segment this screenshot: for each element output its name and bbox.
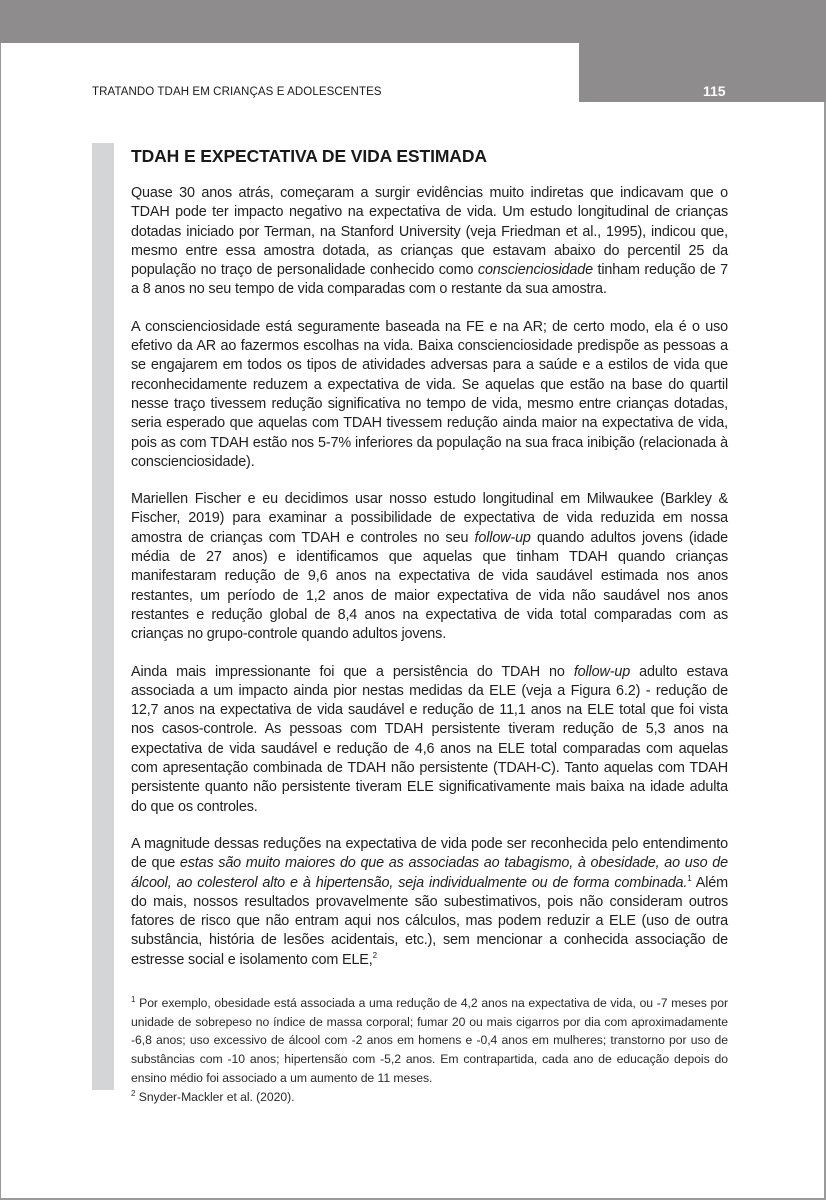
paragraph-3-text-a: Mariellen Fischer e eu decidimos usar nosso estudo longitudinal em Milwaukee (Barkley & Fischer, 2019) para examinar a possibilidade de expectativa de vida reduzida em nossa amostra de crianças com TDAH e controles no seu bbox=[131, 491, 728, 546]
page-number: 115 bbox=[703, 83, 726, 99]
section-content bbox=[131, 146, 728, 1106]
paragraph-4 bbox=[131, 663, 728, 817]
footnote-ref-1[interactable]: 1 bbox=[687, 873, 692, 883]
footnote-ref-2[interactable]: 2 bbox=[372, 950, 377, 960]
footnote-2 bbox=[131, 1088, 728, 1107]
footnotes bbox=[131, 994, 728, 1106]
footnote-1-text: Por exemplo, obesidade está associada a uma redução de 4,2 anos na expectativa de vida, ou -7 meses por unidade de sobrepeso no índice de massa corporal; fumar 20 ou mais cigarros por dia com aproximadamente -6,8 anos; uso excessivo de álcool com -2 anos em homens e -0,4 anos em mulheres; transtorno por uso de substâncias com -10 anos; hipertensão com -5,2 anos. Em contrapartida, cada ano de educação depois do ensino médio foi associado a um aumento de 11 meses. bbox=[131, 995, 728, 1085]
section-title: TDAH E EXPECTATIVA DE VIDA ESTIMADA bbox=[131, 146, 487, 166]
paragraph-3-text-b: quando adultos jovens (idade média de 27 anos) e identificamos que aquelas que tinham TDAH quando crianças manifestaram redução de 9,6 anos na expectativa de vida saudável estimada nos anos restantes, um período de 1,2 anos de maior expectativa de vida não saudável nos anos restantes e redução global de 8,4 anos na expectativa de vida total comparadas com as crianças no grupo-controle quando adultos jovens. bbox=[131, 529, 728, 643]
paragraph-5-text-a: A magnitude dessas reduções na expectativa de vida pode ser reconhecida pelo entendimento de que bbox=[131, 835, 728, 872]
paragraph-4-text-b: adulto estava associada a um impacto ainda pior nestas medidas da ELE (veja a Figura 6.2) - redução de 12,7 anos na expectativa de vida saudável e redução de 11,1 anos na ELE total que foi vista nos casos-controle. As pessoas com TDAH persistente tiveram redução de 5,3 anos na expectativa de vida saudável e redução de 4,6 anos na ELE total comparadas com aquelas com apresentação combinada de TDAH não persistente (TDAH-C). Tanto aquelas com TDAH persistente quanto não persistente tiveram ELE significativamente mais baixa na idade adulta do que os controles. bbox=[131, 663, 728, 815]
paragraph-4-text-a: Ainda mais impressionante foi que a persistência do TDAH no bbox=[131, 663, 574, 680]
paragraph-1 bbox=[131, 184, 728, 300]
paragraph-3 bbox=[131, 490, 728, 644]
footnote-1 bbox=[131, 994, 728, 1088]
footnote-1-marker: 1 bbox=[131, 994, 136, 1004]
paragraph-5 bbox=[131, 835, 728, 970]
paragraph-1-text-b: tinham redução de 7 a 8 anos no seu tempo de vida comparadas com o restante da sua amostra. bbox=[131, 262, 728, 298]
paragraph-1-text-a: Quase 30 anos atrás, começaram a surgir evidências muito indiretas que indicavam que o TDAH pode ter impacto negativo na expectativa de vida. Um estudo longitudinal de crianças dotadas iniciado por Terman, na Stanford University (veja Friedman et al., 1995), indicou que, mesmo entre essa amostra dotada, as crianças que estavam abaixo do percentil 25 da população no traço de personalidade conhecido como bbox=[131, 185, 728, 279]
paragraph-5-text-b: Além do mais, nossos resultados provavelmente são subestimativos, pois não consideram outros fatores de risco que não entram aqui nos cálculos, mas podem reduzir a ELE (uso de outra substância, história de lesões acidentais, etc.), sem mencionar a conhecida associação de estresse social e isolamento com ELE, bbox=[131, 874, 728, 968]
section-side-bar bbox=[92, 143, 114, 1090]
footnote-2-text: Snyder-Mackler et al. (2020). bbox=[135, 1089, 295, 1104]
paragraph-2: A conscienciosidade está seguramente baseada na FE e na AR; de certo modo, ela é o uso efetivo da AR ao fazermos escolhas na vida. Baixa conscienciosidade predispõe as pessoas a se engajarem em todos os tipos de atividades adversas para a saúde e a estilos de vida que reconhecidamente reduzem a expectativa de vida. Se aquelas que estão na base do quartil nesse traço tivessem redução significativa no tempo de vida, mesmo entre crianças dotadas, seria esperado que aquelas com TDAH tivessem redução ainda maior na expectativa de vida, pois as com TDAH estão nos 5-7% inferiores da população na sua fraca inibição (relacionada à conscienciosidade). bbox=[131, 318, 728, 470]
paragraph-4-emphasis: follow-up bbox=[573, 663, 631, 680]
footnote-2-marker: 2 bbox=[131, 1088, 136, 1098]
running-head: TRATANDO TDAH EM CRIANÇAS E ADOLESCENTES bbox=[92, 86, 382, 98]
paragraph-1-emphasis: conscienciosidade bbox=[477, 262, 593, 279]
paragraph-3-emphasis: follow-up bbox=[474, 529, 531, 546]
paragraph-5-emphasis: estas são muito maiores do que as associadas ao tabagismo, à obesidade, ao uso de álcool, ao colesterol alto e à hipertensão, seja individualmente ou de forma combinada. bbox=[131, 855, 728, 891]
